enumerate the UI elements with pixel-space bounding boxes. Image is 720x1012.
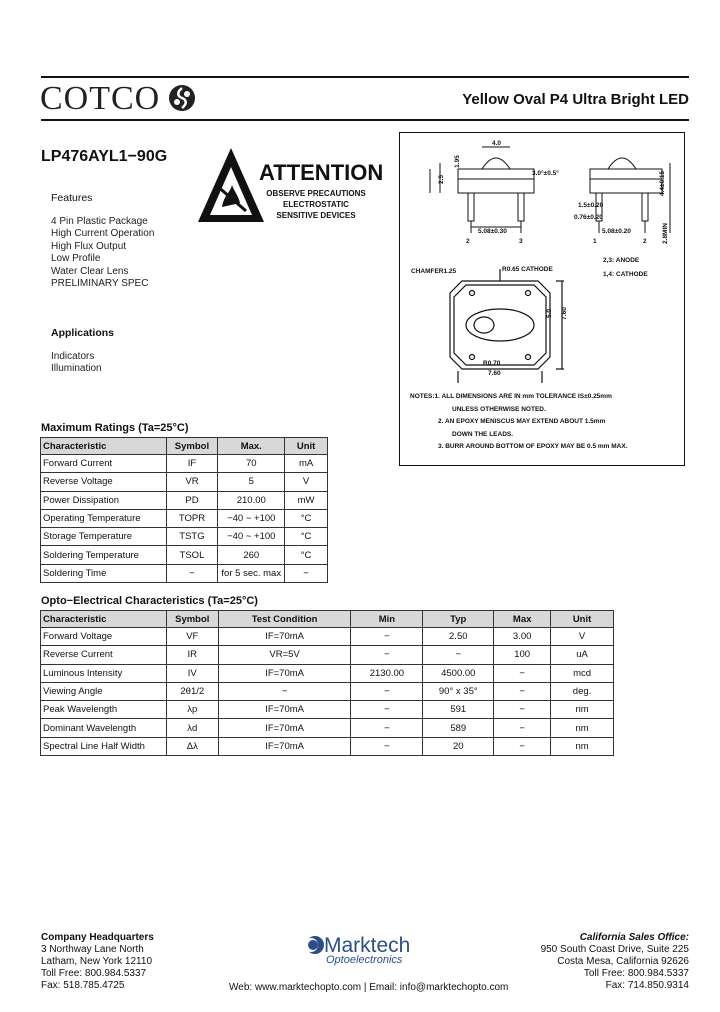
application-item: Illumination xyxy=(51,363,102,375)
cell: Forward Voltage xyxy=(41,628,167,646)
column-header: Test Condition xyxy=(218,611,351,628)
cell: mW xyxy=(285,491,328,509)
note-line: 2. AN EPOXY MENISCUS MAY EXTEND ABOUT 1.5mm xyxy=(438,418,606,425)
cell: 90° x 35° xyxy=(423,682,494,700)
esd-warning-icon xyxy=(196,145,266,225)
dim-label: 1.5±0.20 xyxy=(578,202,604,209)
table-row xyxy=(41,719,614,737)
cell: − xyxy=(351,682,423,700)
cell: IF=70mA xyxy=(218,628,351,646)
cell: mA xyxy=(285,455,328,473)
features-list xyxy=(51,216,154,290)
pin-label: 3 xyxy=(519,238,523,245)
cell: Luminous Intensity xyxy=(41,664,167,682)
cell: VF xyxy=(166,628,218,646)
hq-line: Fax: 518.785.4725 xyxy=(41,980,125,991)
opto-table xyxy=(40,610,614,756)
title-part-1: Yellow Oval xyxy=(462,91,550,108)
cell: PD xyxy=(166,491,218,509)
cell: − xyxy=(351,719,423,737)
hq-line: 3 Northway Lane North xyxy=(41,944,144,955)
hq-line: Latham, New York 12110 xyxy=(41,956,153,967)
cell: TOPR xyxy=(166,509,218,527)
column-header: Characteristic xyxy=(41,438,167,455)
pin-label: 2 xyxy=(643,238,647,245)
dim-label: 4.4±0.15 xyxy=(659,170,667,197)
cell: Reverse Current xyxy=(41,646,167,664)
dim-label: 1.95 xyxy=(453,155,461,168)
cell: Forward Current xyxy=(41,455,167,473)
cell: IF=70mA xyxy=(218,737,351,755)
cell: Soldering Temperature xyxy=(41,546,167,564)
table-row xyxy=(41,737,614,755)
cell: 20 xyxy=(423,737,494,755)
cell: 2θ1/2 xyxy=(166,682,218,700)
cell: °C xyxy=(285,509,328,527)
table-row xyxy=(41,509,328,527)
cell: λd xyxy=(166,719,218,737)
pin-legend: 1,4: CATHODE xyxy=(603,271,648,278)
ca-title: California Sales Office: xyxy=(579,932,689,943)
dim-label: 4.0 xyxy=(492,140,502,147)
dim-label: 3.0°±0.5° xyxy=(532,170,559,177)
column-header: Unit xyxy=(551,611,614,628)
dim-label: 5.0 xyxy=(546,308,554,319)
header-bottom-rule xyxy=(41,119,689,121)
column-header: Unit xyxy=(285,438,328,455)
attention-title: ATTENTION xyxy=(259,160,384,185)
cell: Peak Wavelength xyxy=(41,701,167,719)
dim-label: 2.5 xyxy=(438,174,446,185)
cell: Spectral Line Half Width xyxy=(41,737,167,755)
ca-line: Toll Free: 800.984.5337 xyxy=(583,968,689,979)
cell: 4500.00 xyxy=(423,664,494,682)
feature-item: Low Profile xyxy=(51,253,101,265)
note-line: NOTES:1. ALL DIMENSIONS ARE IN mm TOLERANCE IS±0.25mm xyxy=(410,393,612,400)
brand-name: Marktech xyxy=(324,934,411,957)
cell: − xyxy=(494,737,551,755)
cell: TSTG xyxy=(166,528,218,546)
cell: Δλ xyxy=(166,737,218,755)
cell: IF=70mA xyxy=(218,719,351,737)
cell: −40 ~ +100 xyxy=(218,528,285,546)
company-logo-text: COTCO xyxy=(40,80,161,117)
pin-legend: 2,3: ANODE xyxy=(603,257,640,264)
brand-subtitle: Optoelectronics xyxy=(326,954,403,966)
cell: Reverse Voltage xyxy=(41,473,167,491)
dim-label: 5.08±0.30 xyxy=(478,228,507,235)
attention-text xyxy=(266,188,366,221)
table-row xyxy=(41,701,614,719)
cell: λp xyxy=(166,701,218,719)
cell: − xyxy=(351,646,423,664)
cell: Dominant Wavelength xyxy=(41,719,167,737)
dim-label: R0.65 CATHODE xyxy=(502,266,553,273)
cell: 591 xyxy=(423,701,494,719)
cell: 5 xyxy=(218,473,285,491)
cell: − xyxy=(351,737,423,755)
cell: deg. xyxy=(551,682,614,700)
marktech-logo xyxy=(304,934,434,966)
cell: 210.00 xyxy=(218,491,285,509)
table-row xyxy=(41,646,614,664)
cell: nm xyxy=(551,719,614,737)
document-title xyxy=(462,91,689,108)
cell: − xyxy=(351,701,423,719)
cell: − xyxy=(351,628,423,646)
table-row xyxy=(41,491,328,509)
opto-title: Opto−Electrical Characteristics (Ta=25°C) xyxy=(41,595,258,607)
table-row xyxy=(41,564,328,582)
hq-address xyxy=(41,932,154,992)
cell: − xyxy=(218,682,351,700)
cell: nm xyxy=(551,737,614,755)
cell: Storage Temperature xyxy=(41,528,167,546)
marktech-logo-icon xyxy=(304,934,324,956)
cell: nm xyxy=(551,701,614,719)
cell: for 5 sec. max xyxy=(218,564,285,582)
application-item: Indicators xyxy=(51,351,95,362)
feature-item: Water Clear Lens xyxy=(51,265,129,277)
cell: Viewing Angle xyxy=(41,682,167,700)
cell: 589 xyxy=(423,719,494,737)
note-line: UNLESS OTHERWISE NOTED. xyxy=(452,405,546,413)
table-header-row xyxy=(41,611,614,628)
cell: °C xyxy=(285,546,328,564)
cell: 260 xyxy=(218,546,285,564)
features-heading: Features xyxy=(51,192,93,204)
title-part-3: Ultra Bright LED xyxy=(568,91,689,108)
cell: Operating Temperature xyxy=(41,509,167,527)
dim-label: 0.76±0.20 xyxy=(574,214,603,221)
hq-line: Toll Free: 800.984.5337 xyxy=(41,968,147,979)
dim-label: 5.08±0.20 xyxy=(602,228,631,235)
max-ratings-title: Maximum Ratings (Ta=25°C) xyxy=(41,422,189,434)
cell: mcd xyxy=(551,664,614,682)
company-logo-icon xyxy=(168,84,196,112)
max-ratings-table xyxy=(40,437,328,583)
table-header-row xyxy=(41,438,328,455)
attention-line: SENSITIVE DEVICES xyxy=(276,211,356,220)
table-row xyxy=(41,528,328,546)
cell: IF xyxy=(166,455,218,473)
dim-label: CHAMFER1.25 xyxy=(411,268,457,275)
cell: TSOL xyxy=(166,546,218,564)
cell: 70 xyxy=(218,455,285,473)
cell: Soldering Time xyxy=(41,564,167,582)
column-header: Symbol xyxy=(166,611,218,628)
column-header: Min xyxy=(351,611,423,628)
cell: − xyxy=(423,646,494,664)
company-logo xyxy=(40,80,196,118)
cell: IV xyxy=(166,664,218,682)
cell: 100 xyxy=(494,646,551,664)
table-row xyxy=(41,546,328,564)
drawing-notes xyxy=(410,391,628,454)
table-row xyxy=(41,682,614,700)
cell: IR xyxy=(166,646,218,664)
california-office xyxy=(541,932,689,992)
column-header: Characteristic xyxy=(41,611,167,628)
dim-label: 7.60 xyxy=(488,370,501,377)
table-row xyxy=(41,628,614,646)
cell: − xyxy=(494,719,551,737)
note-line: DOWN THE LEADS. xyxy=(452,430,514,438)
table-row xyxy=(41,455,328,473)
feature-item: High Current Operation xyxy=(51,228,155,240)
cell: VR xyxy=(166,473,218,491)
column-header: Max. xyxy=(218,438,285,455)
cell: uA xyxy=(551,646,614,664)
ca-line: 950 South Coast Drive, Suite 225 xyxy=(540,944,689,955)
cell: − xyxy=(494,682,551,700)
cell: − xyxy=(494,701,551,719)
cell: VR=5V xyxy=(218,646,351,664)
column-header: Symbol xyxy=(166,438,218,455)
cell: −40 ~ +100 xyxy=(218,509,285,527)
cell: 2.50 xyxy=(423,628,494,646)
cell: − xyxy=(166,564,218,582)
applications-heading: Applications xyxy=(51,327,115,339)
feature-item: 4 Pin Plastic Package xyxy=(51,216,148,227)
cell: °C xyxy=(285,528,328,546)
cell: Power Dissipation xyxy=(41,491,167,509)
table-row xyxy=(41,664,614,682)
dim-label: R0.70 xyxy=(483,360,501,367)
cell: V xyxy=(285,473,328,491)
applications-list xyxy=(51,351,102,376)
feature-item: High Flux Output xyxy=(51,240,127,252)
cell: − xyxy=(285,564,328,582)
feature-item: PRELIMINARY SPEC xyxy=(51,278,149,290)
column-header: Max xyxy=(494,611,551,628)
header-top-rule xyxy=(41,76,689,78)
ca-line: Costa Mesa, California 92626 xyxy=(557,956,689,967)
pin-label: 1 xyxy=(593,238,597,245)
cell: 2130.00 xyxy=(351,664,423,682)
dim-label: 2.8MIN xyxy=(661,223,669,244)
cell: − xyxy=(494,664,551,682)
cell: IF=70mA xyxy=(218,664,351,682)
cell: IF=70mA xyxy=(218,701,351,719)
title-part-2: P4 xyxy=(549,91,569,108)
ca-line: Fax: 714.850.9314 xyxy=(605,980,689,991)
attention-line: ELECTROSTATIC xyxy=(283,200,349,209)
hq-title: Company Headquarters xyxy=(41,932,154,943)
column-header: Typ xyxy=(423,611,494,628)
dim-label: 7.60 xyxy=(560,307,568,320)
cell: 3.00 xyxy=(494,628,551,646)
attention-line: OBSERVE PRECAUTIONS xyxy=(266,189,366,198)
part-number: LP476AYL1−90G xyxy=(41,148,168,165)
cell: V xyxy=(551,628,614,646)
pin-label: 2 xyxy=(466,238,470,245)
web-email-line[interactable]: Web: www.marktechopto.com | Email: info@marktechopto.com xyxy=(229,982,509,993)
table-row xyxy=(41,473,328,491)
note-line: 3. BURR AROUND BOTTOM OF EPOXY MAY BE 0.5 mm MAX. xyxy=(438,443,628,450)
